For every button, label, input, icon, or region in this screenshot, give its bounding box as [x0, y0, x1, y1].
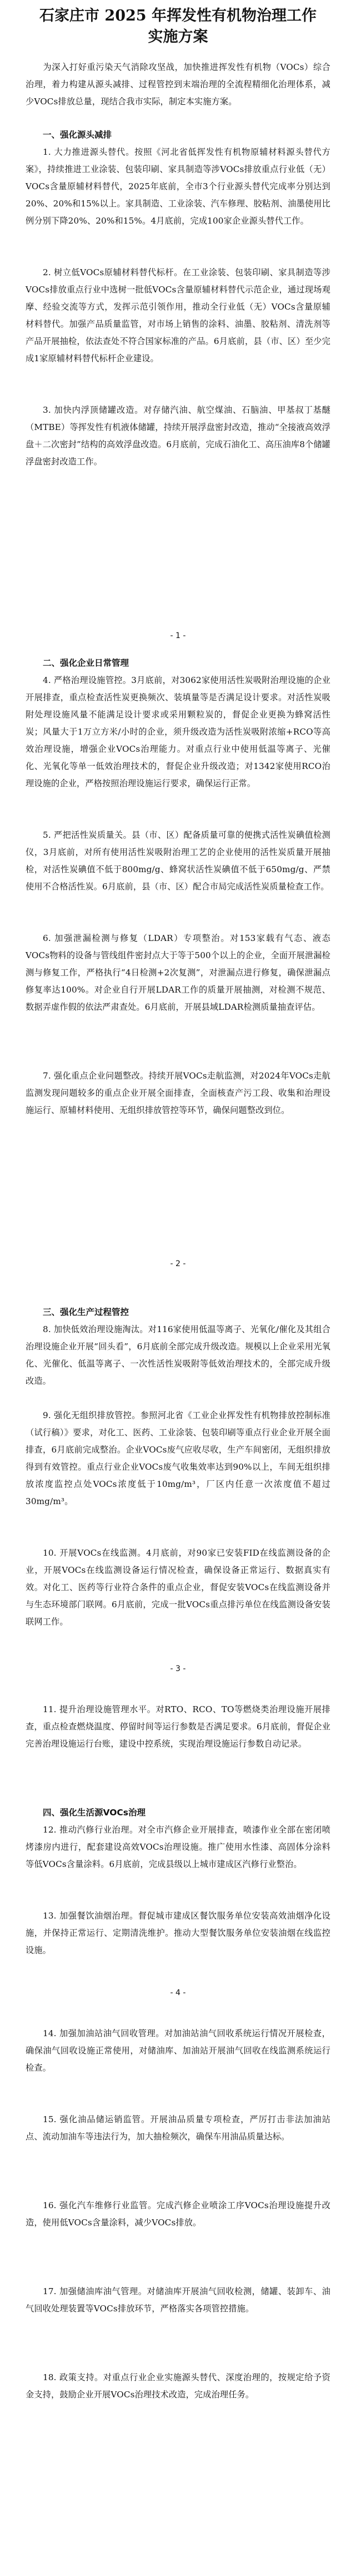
intro-text: 为深入打好重污染天气消除攻坚战，加快推进挥发性有机物（VOCs）综合治理，着力构建从源头减排、过程管控到末端治理的全流程精细化治理体系，减少VOCs排放总量，现结合我市实际，制定本实施方案。	[26, 62, 330, 107]
item-text: 11. 提升治理设施管理水平。对RTO、RCO、TO等燃烧类治理设施开展排查，重点检查燃烧温度、停留时间等运行参数是否满足要求。6月底前，督促企业完善治理设施运行台账，建设中控系统，实现治理设施运行参数自动记录。	[26, 1704, 331, 1749]
item-text: 9. 强化无组织排放管控。参照河北省《工业企业挥发性有机物排放控制标准（试行稿）》要求，对化工、医药、工业涂装、包装印刷等重点行业企业开展全面排查，6月底前完成整治。企业VOCs废气应收尽收，生产车间密闭，无组织排放得到有效管控。重点行业企业VOCs废气收集效率达到90%以上，车间无组织排放浓度监控点处VOCs浓度低于10mg/m³，厂区内任意一次浓度值不超过30mg/m³。	[26, 1410, 330, 1506]
list-item	[26, 1907, 330, 1959]
item-text: 4. 严格治理设施管控。3月底前，对3062家使用活性炭吸附治理设施的企业开展排查，重点检查活性炭更换频次、装填量等是否满足设计要求。对活性炭吸附处理设施风量不能满足设计要求或采用颗粒炭的，督促企业更换为蜂窝活性炭；风量大于1万立方米/小时的企业，须升级改造为活性炭吸附浓缩+RCO等高效治理设施，增强企业VOCs治理能力。对重点行业中使用低温等离子、光催化、光氧化等单一低效治理技术的，督促企业升级改造；对1342家使用RCO治理设施的企业，严格按照治理设施运行要求，确保运行正常。	[26, 675, 330, 788]
list-item	[26, 2369, 330, 2403]
list-item	[26, 2111, 330, 2145]
list-item	[26, 1321, 330, 1390]
item-text: 8. 加快低效治理设施淘汰。对116家使用低温等离子、光氧化/催化及其组合治理设施企业开展“回头看”，6月底前全部完成升级改造。规模以上企业采用光氧化、光催化、低温等离子、一次性活性炭吸附等低效治理技术的，全部完成升级改造。	[26, 1324, 330, 1386]
section-heading: 三、强化生产过程管控	[43, 1307, 129, 1317]
page-number: - 4 -	[170, 1988, 186, 1997]
list-item	[26, 930, 330, 1016]
item-text: 3. 加快内浮顶储罐改造。对存储汽油、航空煤油、石脑油、甲基叔丁基醚（MTBE）等挥发性有机液体储罐，持续开展浮盘密封改造，推动“全接液高效浮盘＋二次密封”结构的高效浮盘改造。6月底前，完成石油化工、高压油库8个储罐浮盘密封改造工作。	[26, 405, 331, 467]
item-text: 16. 强化汽车维修行业监管。完成汽修企业喷涂工序VOCs治理设施提升改造，使用低VOCs含量涂料，减少VOCs排放。	[26, 2200, 330, 2228]
section-heading: 一、强化源头减排	[43, 130, 112, 140]
list-item	[26, 144, 330, 230]
list-item	[26, 1545, 330, 1631]
item-text: 10. 开展VOCs在线监测。4月底前，对90家已安装FID在线监测设备的企业，开展VOCs在线监测设备运行情况检查，确保设备正常运行、数据真实有效。对化工、医药等行业符合条件的重点企业，督促安装VOCs在线监测设备并与生态环境部门联网。6月底前，完成一批VOCs重点排污单位在线监测设备安装联网工作。	[26, 1548, 330, 1627]
item-text: 15. 强化油品储运销监管。开展油品质量专项检查，严厉打击非法加油站点、流动加油车等违法行为，加大抽检频次，确保车用油品质量达标。	[26, 2114, 330, 2142]
item-text: 13. 加强餐饮油烟治理。督促城市建成区餐饮服务单位安装高效油烟净化设施，并保持正常运行、定期清洗维护。推动大型餐饮服务单位安装油烟在线监控设施。	[26, 1911, 330, 1955]
item-text: 12. 推动汽修行业治理。对全市汽修企业开展排查，喷漆作业全部在密闭喷烤漆房内进行，配套建设高效VOCs治理设施。推广使用水性漆、高固体分涂料等低VOCs含量涂料。6月底前，完成县级以上城市建成区汽修行业整治。	[26, 1825, 330, 1869]
item-text: 17. 加强储油库油气管理。对储油库开展油气回收检测，储罐、装卸车、油气回收处理装置等VOCs排放环节，严格落实各项管控措施。	[26, 2286, 330, 2314]
item-text: 14. 加强加油站油气回收管理。对加油站油气回收系统运行情况开展检查，确保油气回收设施正常使用，对储油库、加油站开展油气回收在线监测系统运行检查。	[26, 2028, 330, 2073]
doc-title-line2: 实施方案	[148, 28, 208, 45]
item-text: 1. 大力推进源头替代。按照《河北省低挥发性有机物原辅材料源头替代方案》，持续推进工业涂装、包装印刷、家具制造等涉VOCs排放重点行业低（无）VOCs含量原辅材料替代，2025年底前，全市3个行业源头替代完成率分别达到20%、20%和15%以上。家具制造、工业涂装、汽车修理、胶粘剂、油墨使用比例分别下降20%、20%和15%。4月底前，完成100家企业源头替代工作。	[26, 147, 330, 226]
doc-title-line1: 石家庄市 2025 年挥发性有机物治理工作	[39, 7, 317, 24]
list-item	[26, 1067, 330, 1119]
list-item	[26, 2197, 330, 2231]
item-text: 18. 政策支持。对重点行业企业实施源头替代、深度治理的，按规定给予资金支持，鼓励企业开展VOCs治理技术改造，完成治理任务。	[26, 2372, 330, 2400]
item-text: 2. 树立低VOCs原辅材料替代标杆。在工业涂装、包装印刷、家具制造等涉VOCs排放重点行业中选树一批低VOCs含量原辅材料替代示范企业，通过现场观摩、经验交流等方式，发挥示范引领作用，推动全行业低（无）VOCs含量原辅材料替代。加强产品质量监管，对市场上销售的涂料、油墨、胶粘剂、清洗剂等产品开展抽检，依法查处不符合国家标准的产品。6月底前，县（市、区）至少完成1家原辅材料替代标杆企业建设。	[26, 267, 330, 363]
page-number: - 1 -	[170, 631, 186, 640]
list-item	[26, 1701, 330, 1753]
list-item	[26, 1407, 330, 1510]
page-number: - 3 -	[170, 1664, 186, 1673]
list-item	[26, 264, 330, 367]
list-item	[26, 402, 330, 470]
item-text: 5. 严把活性炭质量关。县（市、区）配备质量可靠的便携式活性炭碘值检测仪，3月底前，对所有使用活性炭吸附治理工艺的企业使用的活性炭质量开展抽检，对活性炭碘值不低于800mg/g、蜂窝状活性炭碘值不低于650mg/g、严禁使用不合格活性炭。6月底前，县（市、区）配合市局完成活性炭质量检查工作。	[26, 830, 330, 892]
list-item	[26, 672, 330, 792]
item-text: 6. 加强泄漏检测与修复（LDAR）专项整治。对153家载有气态、液态VOCs物料的设备与管线组件密封点大于等于500个以上的企业，全面开展泄漏检测与修复工作，严格执行“4日检测+2次复测”，对泄漏点进行修复，确保泄漏点修复率达100%。对企业自行开展LDAR工作的质量开展抽测，对检测不规范、数据弄虚作假的依法严肃查处。6月底前，开展县域LDAR检测质量抽查评估。	[26, 933, 330, 1012]
page-number: - 2 -	[170, 1259, 186, 1268]
list-item	[26, 2283, 330, 2317]
section-heading: 二、强化企业日常管理	[43, 658, 129, 668]
list-item	[26, 2025, 330, 2077]
list-item	[26, 1821, 330, 1873]
list-item	[26, 827, 330, 895]
intro-paragraph	[26, 59, 330, 110]
item-text: 7. 强化重点企业问题整改。持续开展VOCs走航监测，对2024年VOCs走航监测发现问题较多的重点企业开展全面排查，全面核查产污工段、收集和治理设施运行、原辅材料使用、无组织排放管控等环节，确保问题整改到位。	[26, 1071, 330, 1115]
section-heading: 四、强化生活源VOCs治理	[43, 1808, 146, 1818]
